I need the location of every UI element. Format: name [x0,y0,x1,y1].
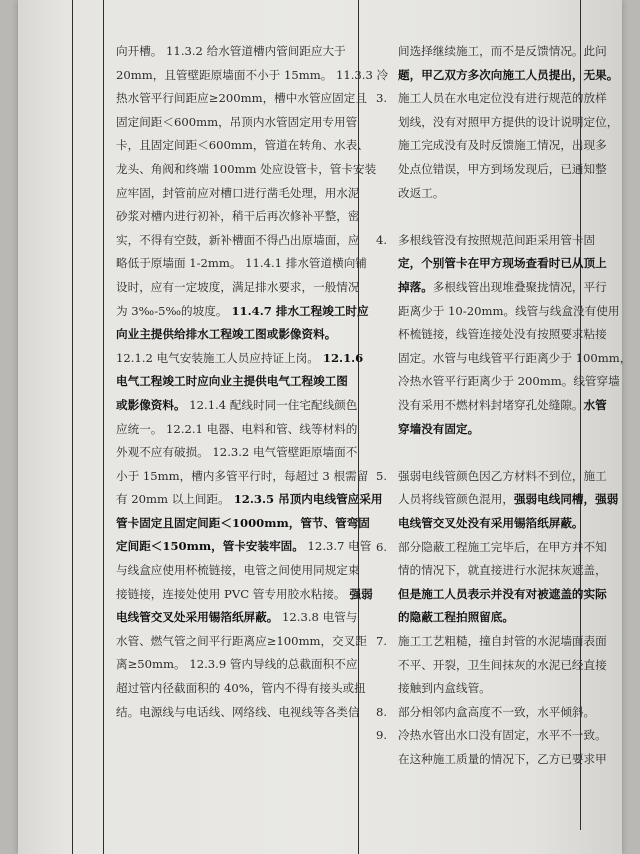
text-segment: 向开槽。 11.3.2 给水管道槽内管间距应大于 [116,44,346,58]
text-segment: 12.3.7 电管 [303,539,372,554]
text-segment: 划线，没有对照甲方提供的设计说明定位， [398,114,619,129]
text-segment: 杯梳链接，线管连接处没有按照要求粘接 [398,327,607,342]
text-segment: 没有采用不燃材料封堵穿孔处缝隙。 [398,397,584,412]
text-segment: 略低于原墙面 1-2mm。 11.4.1 排水管道横向铺 [116,256,367,271]
text-segment: 间选择继续施工，而不是反馈情况。此问 [398,44,607,58]
text-segment: 外观不应有破损。 12.3.2 电气管壁距原墙面不 [116,445,358,460]
text-line [398,323,607,347]
text-segment: 施工工艺粗糙，撞自封管的水泥墙面表面 [398,634,607,648]
text-line [398,536,607,560]
text-line [116,630,367,654]
text-line [116,418,358,442]
text-line [116,205,360,229]
text-segment: 12.3.8 电管与 [278,610,358,625]
bold-text-segment: 水管 [583,397,607,412]
bold-text-segment: 强弱电线同槽，强弱 [513,492,619,507]
issue-number: 6. [376,539,388,554]
bold-text-segment: 定间距＜150mm，管卡安装牢固。 [116,539,304,554]
text-line [398,134,607,158]
bold-text-segment: 12.1.6 [318,350,364,365]
text-segment: 冷热水管出水口没有固定，水平不一致。 [398,728,607,743]
bold-text-segment: 掉落。 [398,279,433,294]
text-segment: 水管、燃气管之间平行距离应≥100mm，交叉距 [116,633,367,648]
text-segment: 距离少于 10-20mm。线管与线盒没有使用 [398,303,620,318]
text-line [116,394,358,418]
bold-text-segment: 12.3.5 吊顶内电线管应采用 [229,492,383,507]
issue-number: 4. [376,232,388,247]
text-line [398,394,607,418]
text-line [398,252,607,276]
text-line [116,182,360,206]
issue-number: 3. [376,91,388,106]
text-line [398,488,619,512]
text-segment: 结。电源线与电话线、网络线、电视线等各类信 [116,704,360,719]
text-segment: 有 20mm 以上间距。 [116,492,230,507]
text-line [116,701,360,725]
text-line [398,630,607,654]
text-line [398,559,607,583]
text-line [398,87,607,111]
issue-text [398,701,596,725]
text-line [398,229,596,253]
text-segment: 与线盒应使用杯梳链接，电管之间使用同规定束 [116,563,360,578]
text-line [116,370,352,394]
text-line [116,465,369,489]
document-page [18,0,632,854]
text-segment: 热水管平行间距应≥200mm，槽中水管应固定且 [116,91,367,106]
text-segment: 多根线管出现堆叠聚拢情况，平行 [432,279,607,294]
text-segment: 20mm，且管壁距原墙面不小于 15mm。 11.3.3 冷 [116,67,389,82]
text-segment: 固定间距＜600mm，吊顶内水管固定用专用管 [116,114,358,129]
text-segment: 设时，应有一定坡度，满足排水要求，一般情况 [116,279,360,294]
table-left-border [72,0,73,854]
bold-text-segment: 强弱 [345,586,373,601]
bold-text-segment: 电气工程竣工时应向业主提供电气工程竣工图 [116,374,348,389]
text-segment: 强弱电线管颜色因乙方材料不到位，施工 [398,468,607,483]
bold-text-segment: 但是施工人员表示并没有对被遮盖的实际 [398,586,607,601]
text-line [398,370,620,394]
table-middle-divider [358,0,359,854]
text-line [116,87,367,111]
text-line [398,654,607,678]
text-segment: 人员将线管颜色混用， [398,492,514,507]
issue-text [398,630,607,701]
text-line [398,701,596,725]
table-column-divider [103,0,104,854]
issue-text [398,229,632,441]
text-segment: 施工完成没有及时反馈施工情况，出现多 [398,138,607,153]
text-segment: 接链接，连接处使用 PVC 管专用胶水粘接。 [116,586,346,601]
text-line [116,158,377,182]
text-line [116,583,373,607]
text-line [116,347,364,371]
text-line [398,677,590,701]
text-segment: 多根线管没有按照规范间距采用管卡固 [398,232,596,247]
issue-number: 9. [376,728,388,743]
issue-number: 5. [376,468,388,483]
text-line [398,64,619,88]
text-segment: 部分隐蔽工程施工完毕后，在甲方并不知 [398,539,607,554]
text-segment: 冷热水管平行距离少于 200mm。线管穿墙 [398,374,620,389]
text-line [116,252,367,276]
text-line [398,418,590,442]
left-column-text [116,40,389,724]
text-segment: 砂浆对槽内进行初补，稍干后再次修补平整，密 [116,209,360,224]
text-line [398,583,607,607]
bold-text-segment: 定，个别管卡在甲方现场查看时已从顶上 [398,256,607,271]
text-line [116,653,358,677]
bold-text-segment: 管卡固定且固定间距＜1000mm，管节、管弯固 [116,515,370,530]
issue-text [398,724,607,748]
text-segment: 小于 15mm，槽内多管平行时，每超过 3 根需留 [116,468,369,483]
issue-number: 7. [376,634,388,648]
bold-text-segment: 或影像资料。 [116,397,186,412]
text-line [116,300,369,324]
text-segment: 部分相邻内盒高度不一致，水平倾斜。 [398,704,596,719]
text-segment: 实，不得有空鼓，新补槽面不得凸出原墙面，应 [116,232,360,247]
text-line [116,134,369,158]
text-line [398,276,607,300]
text-segment: 不平、开裂，卫生间抹灰的水泥已经直接 [398,657,607,672]
text-line [398,40,607,64]
issue-number: 8. [376,704,388,719]
text-line [116,229,360,253]
text-line [398,158,607,182]
issue-text [398,465,619,536]
bold-text-segment: 穿墙没有固定。 [398,421,480,436]
text-line [116,559,360,583]
text-segment: 卡，且固定间距＜600mm，管道在转角、水表、 [116,138,369,153]
text-line [398,465,607,489]
bold-text-segment: 电线管交叉处采用锡箔纸屏蔽。 [116,610,279,625]
text-segment: 离≥50mm。 12.3.9 管内导线的总截面积不应 [116,657,358,672]
text-line [398,347,632,371]
text-segment: 应牢固，封管前应对槽口进行凿毛处理，用水泥 [116,185,360,200]
text-segment: 改返工。 [398,185,445,200]
text-line [116,276,360,300]
text-segment: 超过管内径截面积的 40%，管内不得有接头或扭 [116,681,366,696]
text-line [116,441,358,465]
bold-text-segment: 题，甲乙双方多次向施工人员提出，无果。 [398,67,619,82]
issue-text [398,536,607,630]
text-segment: 固定。水管与电线管平行距离少于 100mm， [398,350,632,365]
text-segment: 12.1.2 电气安装施工人员应持证上岗。 [116,350,319,365]
text-segment: 处点位错误，甲方到场发现后，已通知整 [398,161,607,176]
text-line [116,535,372,559]
text-line [398,606,590,630]
bold-text-segment: 的隐蔽工程拍照留底。 [398,610,514,625]
text-segment: 施工人员在水电定位没有进行规范的放样 [398,91,607,106]
text-line [398,724,607,748]
issue-text [398,40,619,87]
text-line [398,111,619,135]
text-line [398,748,607,772]
text-segment: 情的情况下，就直接进行水泥抹灰遮盖， [398,563,607,578]
text-line [398,300,620,324]
text-line [116,677,366,701]
text-line [116,512,370,536]
text-segment: 在这种施工质量的情况下，乙方已要求甲 [398,752,607,766]
text-segment: 为 3‰-5‰的坡度。 [116,303,228,318]
text-segment: 12.1.4 配线时同一住宅配线颜色 [185,397,358,412]
text-line [116,40,352,64]
bold-text-segment: 11.4.7 排水工程竣工时应 [227,303,369,318]
issue-text [398,748,607,772]
text-line [398,512,590,536]
text-line [116,111,358,135]
text-segment: 应统一。 12.2.1 电器、电料和管、线等材料的 [116,421,358,436]
text-line [116,323,352,347]
bold-text-segment: 电线管交叉处没有采用锡箔纸屏蔽。 [398,515,584,530]
text-line [398,182,590,206]
bold-text-segment: 向业主提供给排水工程竣工图或影像资料。 [116,327,337,342]
text-line [116,64,389,88]
issue-text [398,87,619,205]
text-line [116,606,358,630]
text-segment: 龙头、角阀和终端 100mm 处应设管卡，管卡安装 [116,161,377,176]
text-segment: 接触到内盒线管。 [398,681,491,696]
text-line [116,488,383,512]
